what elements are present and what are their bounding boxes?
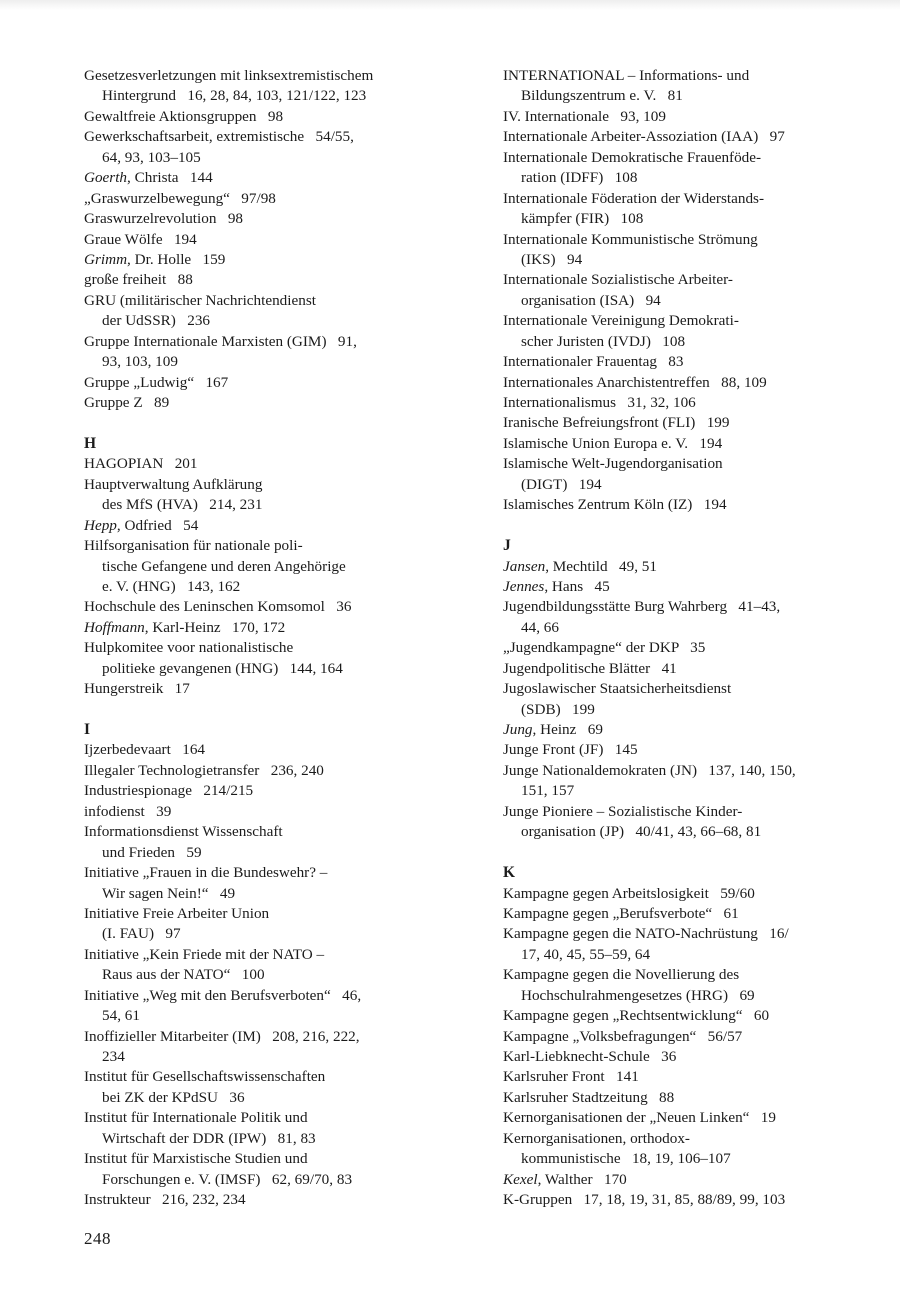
index-entry: Jugendbildungsstätte Burg Wahrberg 41–43, bbox=[503, 598, 781, 616]
entry-surname: Grimm bbox=[84, 250, 128, 268]
index-entry: Graswurzelrevolution 98 bbox=[84, 210, 244, 228]
index-entry-continuation: der UdSSR) 236 bbox=[102, 312, 211, 330]
index-entry: Kampagne gegen „Rechtsentwicklung“ 60 bbox=[503, 1007, 770, 1025]
index-entry: Internationaler Frauentag 83 bbox=[503, 353, 684, 371]
section-spacer bbox=[84, 413, 454, 433]
index-entry-continuation: ration (IDFF) 108 bbox=[521, 169, 638, 187]
index-entry: Jansen, Mechtild 49, 51 bbox=[503, 557, 657, 575]
index-entry-continuation: organisation (ISA) 94 bbox=[521, 291, 661, 309]
index-entry: Islamisches Zentrum Köln (IZ) 194 bbox=[503, 496, 727, 514]
section-letter-heading: J bbox=[503, 537, 511, 555]
index-entry: Iranische Befreiungsfront (FLI) 199 bbox=[503, 414, 730, 432]
index-entry: GRU (militärischer Nachrichtendienst bbox=[84, 291, 316, 309]
index-entry: Initiative Freie Arbeiter Union bbox=[84, 904, 270, 922]
index-entry: Kampagne gegen „Berufsverbote“ 61 bbox=[503, 904, 739, 922]
index-entry: Grimm, Dr. Holle 159 bbox=[84, 250, 226, 268]
index-entry: Hilfsorganisation für nationale poli- bbox=[84, 537, 303, 555]
index-entry: Initiative „Kein Friede mit der NATO – bbox=[84, 945, 325, 963]
index-entry-continuation: Hintergrund 16, 28, 84, 103, 121/122, 123 bbox=[102, 87, 367, 105]
index-entry-continuation: Hochschulrahmengesetzes (HRG) 69 bbox=[521, 986, 755, 1004]
index-entry: Initiative „Weg mit den Berufsverboten“ 46, bbox=[84, 986, 362, 1004]
index-entry: Gewerkschaftsarbeit, extremistische 54/55, bbox=[84, 128, 354, 146]
index-entry: Junge Nationaldemokraten (JN) 137, 140, 150, bbox=[503, 761, 796, 779]
section-spacer bbox=[503, 516, 873, 536]
index-entry: Internationales Anarchistentreffen 88, 109 bbox=[503, 373, 767, 391]
index-entry: Institut für Gesellschaftswissenschaften bbox=[84, 1068, 326, 1086]
index-entry: Instrukteur 216, 232, 234 bbox=[84, 1191, 246, 1209]
index-entry: IV. Internationale 93, 109 bbox=[503, 107, 666, 125]
index-entry-continuation: tische Gefangene und deren Angehörige bbox=[102, 557, 346, 575]
index-entry-continuation: 64, 93, 103–105 bbox=[102, 148, 201, 166]
index-entry-continuation: 17, 40, 45, 55–59, 64 bbox=[521, 945, 651, 963]
index-entry: Jugendpolitische Blätter 41 bbox=[503, 659, 677, 677]
index-entry: „Jugendkampagne“ der DKP 35 bbox=[503, 639, 706, 657]
index-entry: INTERNATIONAL – Informations- und bbox=[503, 67, 750, 84]
entry-surname: Jung bbox=[503, 721, 533, 738]
index-entry: Kexel, Walther 170 bbox=[503, 1170, 627, 1188]
scan-edge-shadow bbox=[0, 0, 900, 10]
index-entry: Internationale Kommunistische Strömung bbox=[503, 230, 758, 248]
section-spacer bbox=[84, 700, 454, 720]
index-entry: Karlsruher Front 141 bbox=[503, 1068, 639, 1086]
entry-surname: Kexel bbox=[503, 1170, 538, 1188]
index-entry: Gruppe Internationale Marxisten (GIM) 91, bbox=[84, 332, 357, 350]
index-entry-continuation: 151, 157 bbox=[521, 782, 575, 800]
index-entry: Internationale Föderation der Widerstands- bbox=[503, 189, 765, 207]
entry-surname: Jansen bbox=[503, 557, 546, 575]
index-entry: „Graswurzelbewegung“ 97/98 bbox=[84, 189, 276, 207]
index-entry-continuation: Forschungen e. V. (IMSF) 62, 69/70, 83 bbox=[102, 1170, 353, 1188]
index-entry-continuation: kämpfer (FIR) 108 bbox=[521, 210, 644, 228]
index-entry: Goerth, Christa 144 bbox=[84, 169, 213, 187]
index-entry: Internationale Arbeiter-Assoziation (IAA) 97 bbox=[503, 128, 785, 146]
index-entry: Gewaltfreie Aktionsgruppen 98 bbox=[84, 107, 284, 125]
entry-surname: Hoffmann bbox=[84, 618, 145, 636]
index-entry: Kampagne gegen Arbeitslosigkeit 59/60 bbox=[503, 884, 755, 902]
index-entry: Ijzerbedevaart 164 bbox=[84, 741, 206, 759]
index-entry: Karl-Liebknecht-Schule 36 bbox=[503, 1048, 677, 1065]
index-entry: Gruppe „Ludwig“ 167 bbox=[84, 373, 229, 391]
index-entry: Islamische Union Europa e. V. 194 bbox=[503, 434, 723, 452]
index-entry: Hauptverwaltung Aufklärung bbox=[84, 475, 263, 493]
index-entry-continuation: des MfS (HVA) 214, 231 bbox=[102, 496, 263, 514]
index-entry-continuation: Bildungszentrum e. V. 81 bbox=[521, 87, 683, 105]
index-entry-continuation: 54, 61 bbox=[102, 1007, 140, 1025]
index-entry: Hulpkomitee voor nationalistische bbox=[84, 639, 294, 657]
section-letter-heading: H bbox=[84, 434, 97, 452]
index-entry: Islamische Welt-Jugendorganisation bbox=[503, 455, 723, 473]
index-entry: Hungerstreik 17 bbox=[84, 680, 190, 698]
index-entry: Internationalismus 31, 32, 106 bbox=[503, 394, 696, 411]
index-entry: K-Gruppen 17, 18, 19, 31, 85, 88/89, 99, 103 bbox=[503, 1191, 786, 1209]
index-entry-continuation: organisation (JP) 40/41, 43, 66–68, 81 bbox=[521, 823, 762, 841]
index-entry-continuation: Wir sagen Nein!“ 49 bbox=[102, 884, 236, 902]
index-entry-continuation: (IKS) 94 bbox=[521, 250, 583, 268]
index-entry-continuation: 234 bbox=[102, 1048, 125, 1065]
index-entry-continuation: 44, 66 bbox=[521, 618, 559, 636]
index-entry: HAGOPIAN 201 bbox=[84, 455, 198, 473]
section-letter-heading: K bbox=[503, 864, 516, 882]
index-entry: Illegaler Technologietransfer 236, 240 bbox=[84, 761, 324, 779]
index-entry-continuation: 93, 103, 109 bbox=[102, 353, 178, 371]
index-entry-continuation: kommunistische 18, 19, 106–107 bbox=[521, 1150, 731, 1168]
index-entry-continuation: bei ZK der KPdSU 36 bbox=[102, 1088, 245, 1106]
page-number: 248 bbox=[84, 1229, 111, 1248]
index-entry: Hepp, Odfried 54 bbox=[84, 516, 199, 534]
index-entry: Kampagne gegen die NATO-Nachrüstung 16/ bbox=[503, 925, 789, 943]
index-column-left bbox=[84, 66, 454, 1211]
index-entry: Informationsdienst Wissenschaft bbox=[84, 823, 283, 841]
index-entry-continuation: e. V. (HNG) 143, 162 bbox=[102, 577, 241, 595]
index-entry: Institut für Marxistische Studien und bbox=[84, 1150, 308, 1168]
entry-surname: Hepp bbox=[84, 516, 117, 534]
section-letter-heading: I bbox=[84, 721, 91, 738]
index-entry-continuation: und Frieden 59 bbox=[102, 843, 202, 861]
index-entry: Industriespionage 214/215 bbox=[84, 782, 254, 800]
index-entry: Initiative „Frauen in die Bundeswehr? – bbox=[84, 864, 328, 882]
index-entry: Inoffizieller Mitarbeiter (IM) 208, 216, 222, bbox=[84, 1027, 360, 1045]
index-entry: Gesetzesverletzungen mit linksextremistischem bbox=[84, 67, 374, 84]
index-entry: Internationale Sozialistische Arbeiter- bbox=[503, 271, 733, 289]
index-entry: Graue Wölfe 194 bbox=[84, 230, 197, 248]
index-entry: Jung, Heinz 69 bbox=[503, 721, 603, 738]
index-entry: Hoffmann, Karl-Heinz 170, 172 bbox=[84, 618, 286, 636]
index-entry-continuation: (SDB) 199 bbox=[521, 700, 595, 718]
index-entry-continuation: politieke gevangenen (HNG) 144, 164 bbox=[102, 659, 343, 677]
index-entry: Junge Pioniere – Sozialistische Kinder- bbox=[503, 802, 743, 820]
index-entry: große freiheit 88 bbox=[84, 271, 193, 289]
index-entry: infodienst 39 bbox=[84, 802, 172, 820]
index-entry: Kampagne gegen die Novellierung des bbox=[503, 966, 740, 984]
index-entry-continuation: Raus aus der NATO“ 100 bbox=[102, 966, 265, 984]
index-entry: Kernorganisationen der „Neuen Linken“ 19 bbox=[503, 1109, 776, 1127]
index-entry: Jugoslawischer Staatsicherheitsdienst bbox=[503, 680, 732, 698]
index-entry-continuation: (I. FAU) 97 bbox=[102, 925, 181, 943]
section-spacer bbox=[503, 843, 873, 863]
index-entry: Jennes, Hans 45 bbox=[503, 577, 610, 595]
index-entry: Internationale Vereinigung Demokrati- bbox=[503, 312, 739, 330]
index-entry: Hochschule des Leninschen Komsomol 36 bbox=[84, 598, 352, 616]
index-entry: Internationale Demokratische Frauenföde- bbox=[503, 148, 762, 166]
index-entry: Kampagne „Volksbefragungen“ 56/57 bbox=[503, 1027, 743, 1045]
entry-surname: Jennes bbox=[503, 577, 545, 595]
index-entry: Kernorganisationen, orthodox- bbox=[503, 1129, 690, 1147]
index-entry: Institut für Internationale Politik und bbox=[84, 1109, 308, 1127]
index-entry: Junge Front (JF) 145 bbox=[503, 741, 638, 759]
index-column-right bbox=[503, 66, 873, 1211]
index-entry-continuation: Wirtschaft der DDR (IPW) 81, 83 bbox=[102, 1129, 316, 1147]
index-entry-continuation: (DIGT) 194 bbox=[521, 475, 602, 493]
index-entry: Karlsruher Stadtzeitung 88 bbox=[503, 1088, 675, 1106]
index-entry-continuation: scher Juristen (IVDJ) 108 bbox=[521, 332, 686, 350]
index-entry: Gruppe Z 89 bbox=[84, 394, 170, 411]
entry-surname: Goerth bbox=[84, 169, 128, 187]
